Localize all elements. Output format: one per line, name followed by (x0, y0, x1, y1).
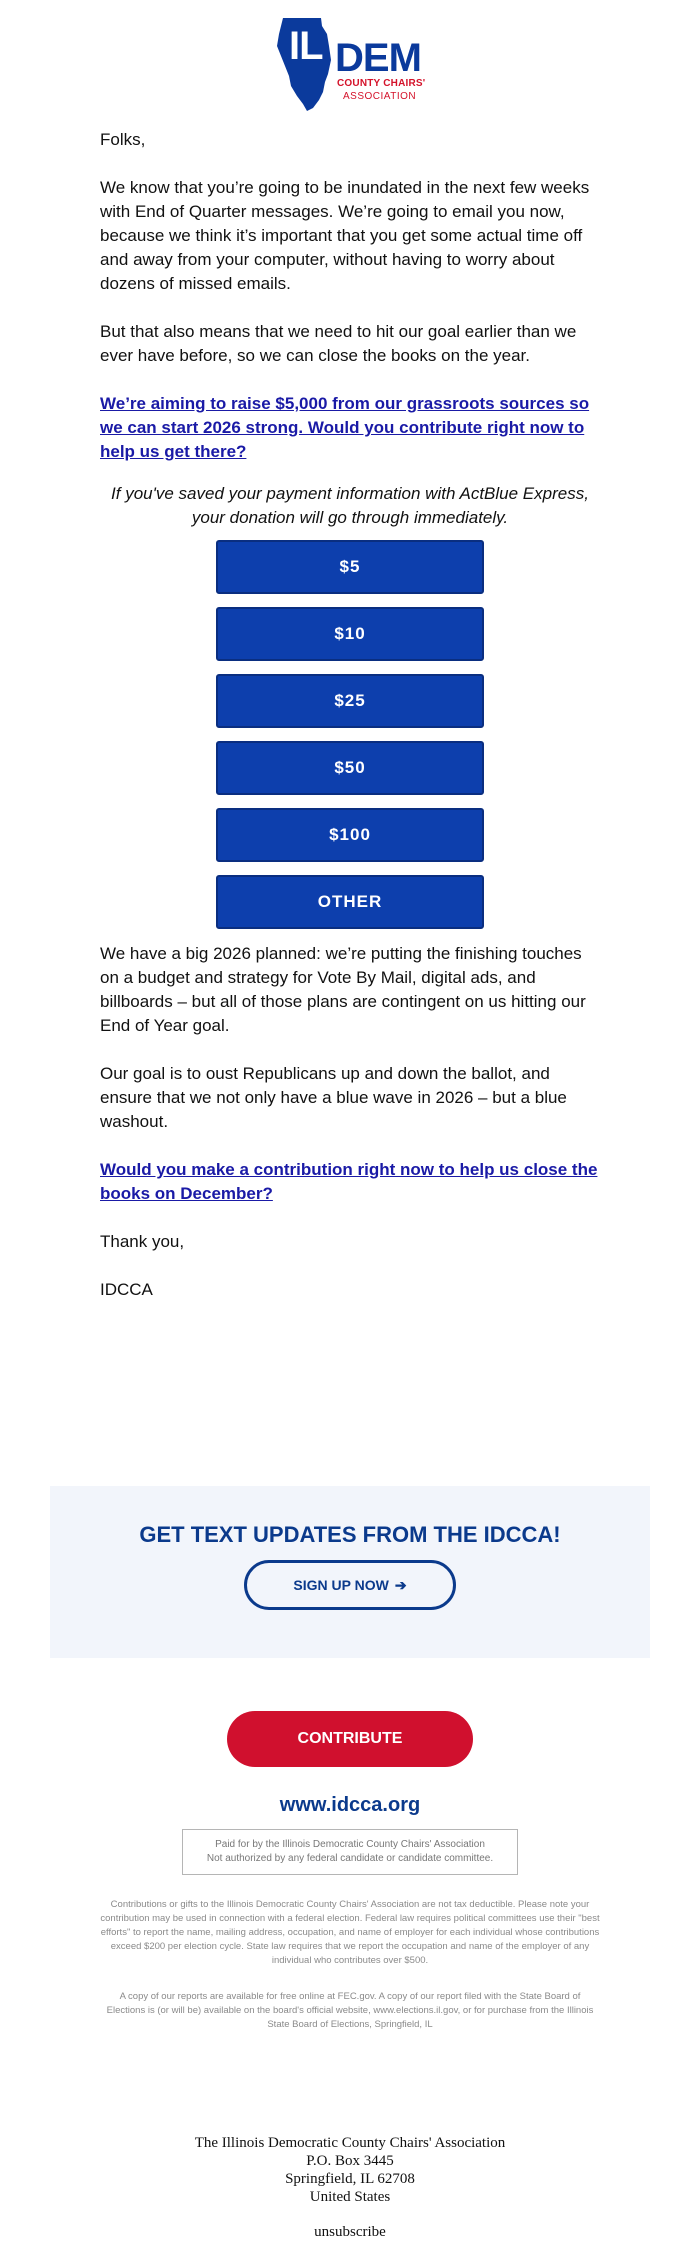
disclaimer-reports: A copy of our reports are available for free online at FEC.gov. A copy of our report filed with the State Board of Elections is (or will be) available on the board's official website, www.elections.il.gov, or for purchase from the Illinois State Board of Elections, Springfield, IL (106, 1991, 594, 2030)
logo-county-chairs-text: COUNTY CHAIRS' (337, 78, 426, 89)
website-link[interactable]: www.idcca.org (279, 1794, 421, 1816)
donate-button-100[interactable]: $100 (216, 808, 484, 862)
paragraph-2: But that also means that we need to hit our goal earlier than we ever have before, so we can close the books on the year. (100, 322, 577, 365)
thank-you: Thank you, (100, 1232, 185, 1251)
contribute-button[interactable]: CONTRIBUTE (227, 1711, 473, 1767)
donate-button-25[interactable]: $25 (216, 674, 484, 728)
address-country: United States (309, 2189, 391, 2205)
text-updates-title: GET TEXT UPDATES FROM THE IDCCA! (139, 1522, 561, 1547)
logo-association-text: ASSOCIATION (343, 91, 417, 102)
arrow-right-icon: ➔ (394, 1576, 407, 1593)
express-line-2: your donation will go through immediately. (191, 508, 509, 527)
address-po-box: P.O. Box 3445 (306, 2153, 394, 2169)
ask-link-raise-5000[interactable]: We’re aiming to raise $5,000 from our grassroots sources so we can start 2026 strong. Would you contribute right now to help us get there? (100, 394, 590, 461)
donate-button-other[interactable]: OTHER (216, 875, 484, 929)
logo (275, 16, 425, 111)
paid-for-line-1: Paid for by the Illinois Democratic County Chairs' Association (215, 1839, 485, 1850)
ask-link-close-books[interactable]: Would you make a contribution right now to help us close the books on December? (100, 1160, 598, 1203)
sign-up-now-button[interactable] (244, 1560, 456, 1610)
greeting: Folks, (100, 130, 146, 149)
disclaimer-contributions: Contributions or gifts to the Illinois Democratic County Chairs' Association are not tax deductible. Please note your contribution may be used in connection with a federal election. Federal law requires political committees use their "best efforts" to report the name, mailing address, occupation, and name of employer for each individual whose contributions exceed $200 per election cycle. State law requires that we report the occupation and name of the employer of any individual who contributes over $500. (100, 1899, 600, 1966)
paragraph-4: Our goal is to oust Republicans up and down the ballot, and ensure that we not only have a blue wave in 2026 – but a blue washout. (100, 1064, 567, 1131)
paid-for-box (182, 1829, 518, 1875)
sign-up-label: SIGN UP NOW (293, 1577, 389, 1593)
logo-dem-text: DEM (335, 36, 421, 80)
address-city: Springfield, IL 62708 (285, 2171, 415, 2187)
donate-button-50[interactable]: $50 (216, 741, 484, 795)
express-line-1: If you've saved your payment information with ActBlue Express, (111, 484, 589, 503)
donate-button-10[interactable]: $10 (216, 607, 484, 661)
donate-button-5[interactable]: $5 (216, 540, 484, 594)
logo-il-text: IL (289, 24, 323, 68)
paragraph-1: We know that you’re going to be inundated in the next few weeks with End of Quarter messages. We’re going to email you now, because we think it’s important that you get some actual time off and away from your computer, without having to worry about dozens of missed emails. (100, 178, 590, 293)
unsubscribe-link[interactable]: unsubscribe (314, 2224, 386, 2240)
actblue-express-note (95, 482, 605, 530)
signoff: IDCCA (100, 1280, 153, 1299)
paragraph-3: We have a big 2026 planned: we’re putting the finishing touches on a budget and strategy for Vote By Mail, digital ads, and billboards – but all of those plans are contingent on us hitting our End of Year goal. (100, 944, 586, 1035)
mailing-address (0, 2134, 700, 2206)
paid-for-line-2: Not authorized by any federal candidate or candidate committee. (206, 1853, 494, 1864)
text-updates-panel (50, 1486, 650, 1658)
address-name: The Illinois Democratic County Chairs' Association (194, 2135, 506, 2151)
